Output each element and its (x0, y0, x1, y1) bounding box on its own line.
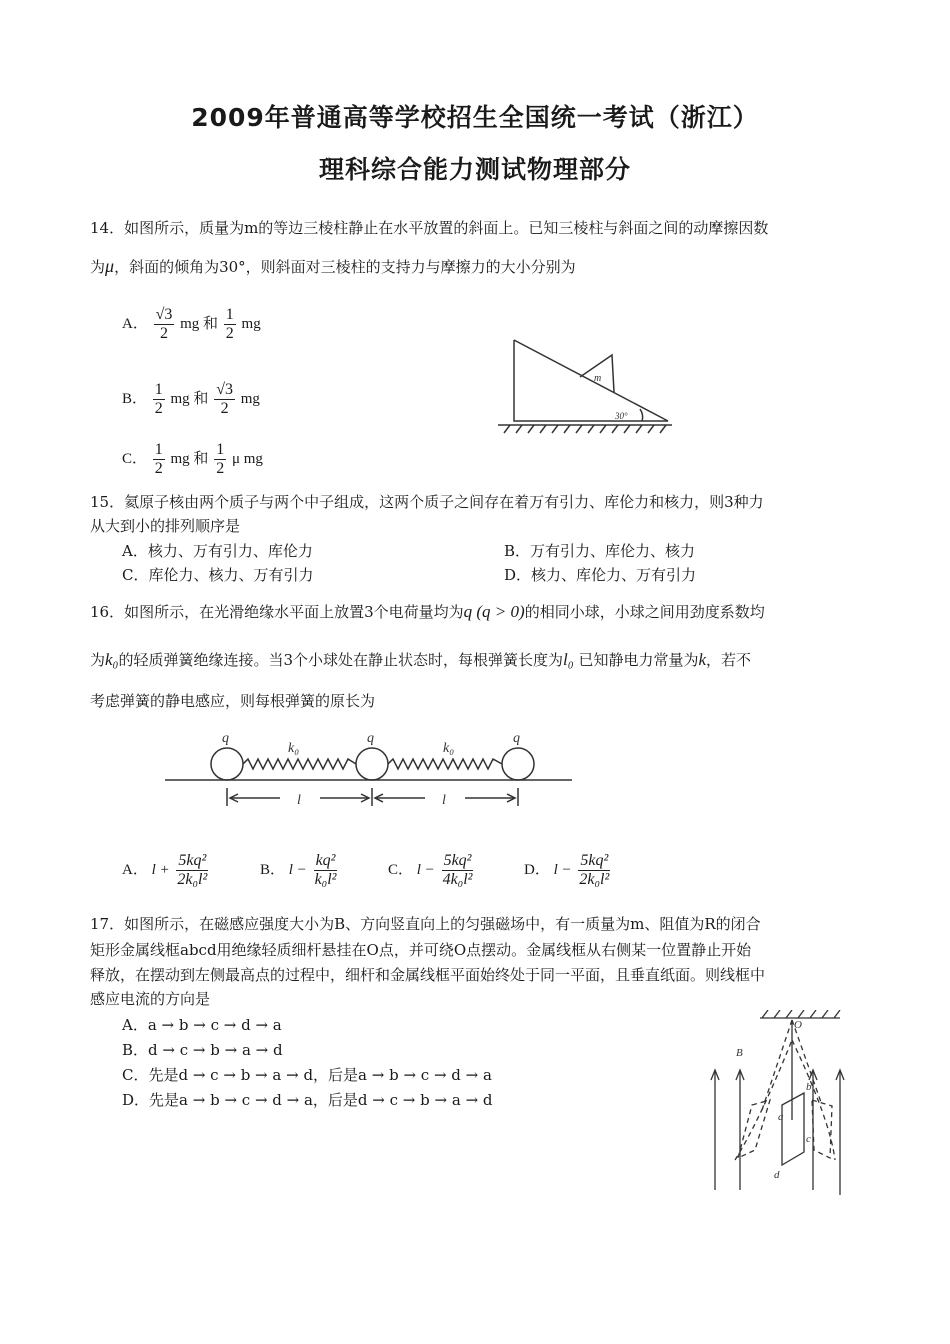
q17-stem-line3: 释放，在摆动到左侧最高点的过程中，细杆和金属线框平面始终处于同一平面，且垂直纸面。则线框中 (90, 966, 766, 984)
q16-stem-line2: 为k₀的轻质弹簧绝缘连接。当3个小球处在静止状态时，每根弹簧长度为l₀ 已知静电力常量为k，若不 (90, 650, 752, 669)
corner-label-a: a (778, 1111, 784, 1123)
length-label-right: l (442, 793, 446, 808)
q14-option-a[interactable]: A． $\frac{√3}{2}$ mg 和 $\frac{1}{2}$ mg (122, 306, 261, 342)
q16-stem-line3: 考虑弹簧的静电感应，则每根弹簧的原长为 (90, 692, 376, 710)
q15-option-b[interactable]: B．万有引力、库伦力、核力 (504, 542, 696, 560)
q14-option-c[interactable]: C． $\frac{1}{2}$ mg 和 $\frac{1}{2}$ μ mg (122, 441, 263, 477)
q16-option-d[interactable]: D． l − $\frac{\text{5kq²}}{\text{2k₀l²}}$ (524, 852, 610, 888)
ball-right (502, 748, 534, 780)
charge-label-left: q (222, 731, 229, 746)
q17-stem-line2: 矩形金属线框abcd用绝缘轻质细杆悬挂在O点，并可绕O点摆动。金属线框从右侧某一位置静止开始 (90, 941, 752, 959)
charge-label-middle: q (367, 731, 374, 746)
paper-subtitle: 理科综合能力测试物理部分 (318, 155, 631, 184)
q16-option-c[interactable]: C． l − $\frac{\text{5kq²}}{\text{4k₀l²}}$ (388, 852, 473, 888)
mass-label: m (594, 373, 602, 384)
spring-right (388, 759, 502, 769)
incline-triangle (514, 340, 668, 421)
q17-option-a[interactable]: A．a → b → c → d → a (122, 1016, 282, 1034)
charge-label-right: q (513, 731, 520, 746)
q15-stem-line1: 15．氦原子核由两个质子与两个中子组成，这两个质子之间存在着万有引力、库伦力和核力，则3种力 (90, 493, 764, 511)
q14-stem-line2: 为μ，斜面的倾角为30°，则斜面对三棱柱的支持力与摩擦力的大小分别为 (90, 256, 576, 276)
corner-label-b: b (806, 1081, 812, 1093)
q16-option-a[interactable]: A． l + $\frac{\text{5kq²}}{\text{2k₀l²}}$ (122, 852, 208, 888)
length-label-left: l (297, 793, 301, 808)
q15-stem-line2: 从大到小的排列顺序是 (90, 517, 241, 535)
q17-stem-line1: 17．如图所示，在磁感应强度大小为B、方向竖直向上的匀强磁场中，有一质量为m、阻值为R的闭合 (90, 915, 761, 933)
q14-stem-line1: 14．如图所示，质量为m的等边三棱柱静止在水平放置的斜面上。已知三棱柱与斜面之间的动摩擦因数 (90, 219, 769, 237)
q17-stem-line4: 感应电流的方向是 (90, 990, 211, 1008)
ball-middle (356, 748, 388, 780)
paper-title: 2009年普通高等学校招生全国统一考试（浙江） (191, 103, 759, 132)
ball-left (211, 748, 243, 780)
field-label: B (736, 1047, 743, 1059)
q17-pendulum-figure (700, 1010, 860, 1200)
q16-springs-figure (160, 722, 580, 822)
q15-option-d[interactable]: D．核力、库伦力、万有引力 (504, 566, 697, 584)
q17-option-b[interactable]: B．d → c → b → a → d (122, 1041, 283, 1059)
corner-label-c: c (806, 1133, 811, 1145)
spring-left (243, 759, 356, 769)
q15-option-c[interactable]: C．库伦力、核力、万有引力 (122, 566, 314, 584)
q14-option-b[interactable]: B． $\frac{1}{2}$ mg 和 $\frac{√3}{2}$ mg (122, 381, 260, 417)
corner-label-d: d (774, 1169, 780, 1181)
spring-label-left: k₀ (288, 741, 300, 756)
angle-label: 30° (615, 411, 628, 421)
spring-label-right: k₀ (443, 741, 455, 756)
q17-option-d[interactable]: D．先是a → b → c → d → a，后是d → c → b → a → d (122, 1091, 493, 1109)
q16-stem-line1: 16．如图所示，在光滑绝缘水平面上放置3个电荷量均为q (q > 0)的相同小球，小球之间用劲度系数均 (90, 602, 765, 621)
pivot-label: O (794, 1019, 802, 1031)
q16-option-b[interactable]: B． l − $\frac{\text{kq²}}{\text{k₀l²}}$ (260, 852, 337, 888)
q14-incline-figure (490, 335, 680, 440)
q15-option-a[interactable]: A．核力、万有引力、库伦力 (122, 542, 313, 560)
frame-center (782, 1093, 804, 1165)
q17-option-c[interactable]: C．先是d → c → b → a → d，后是a → b → c → d → a (122, 1066, 492, 1084)
